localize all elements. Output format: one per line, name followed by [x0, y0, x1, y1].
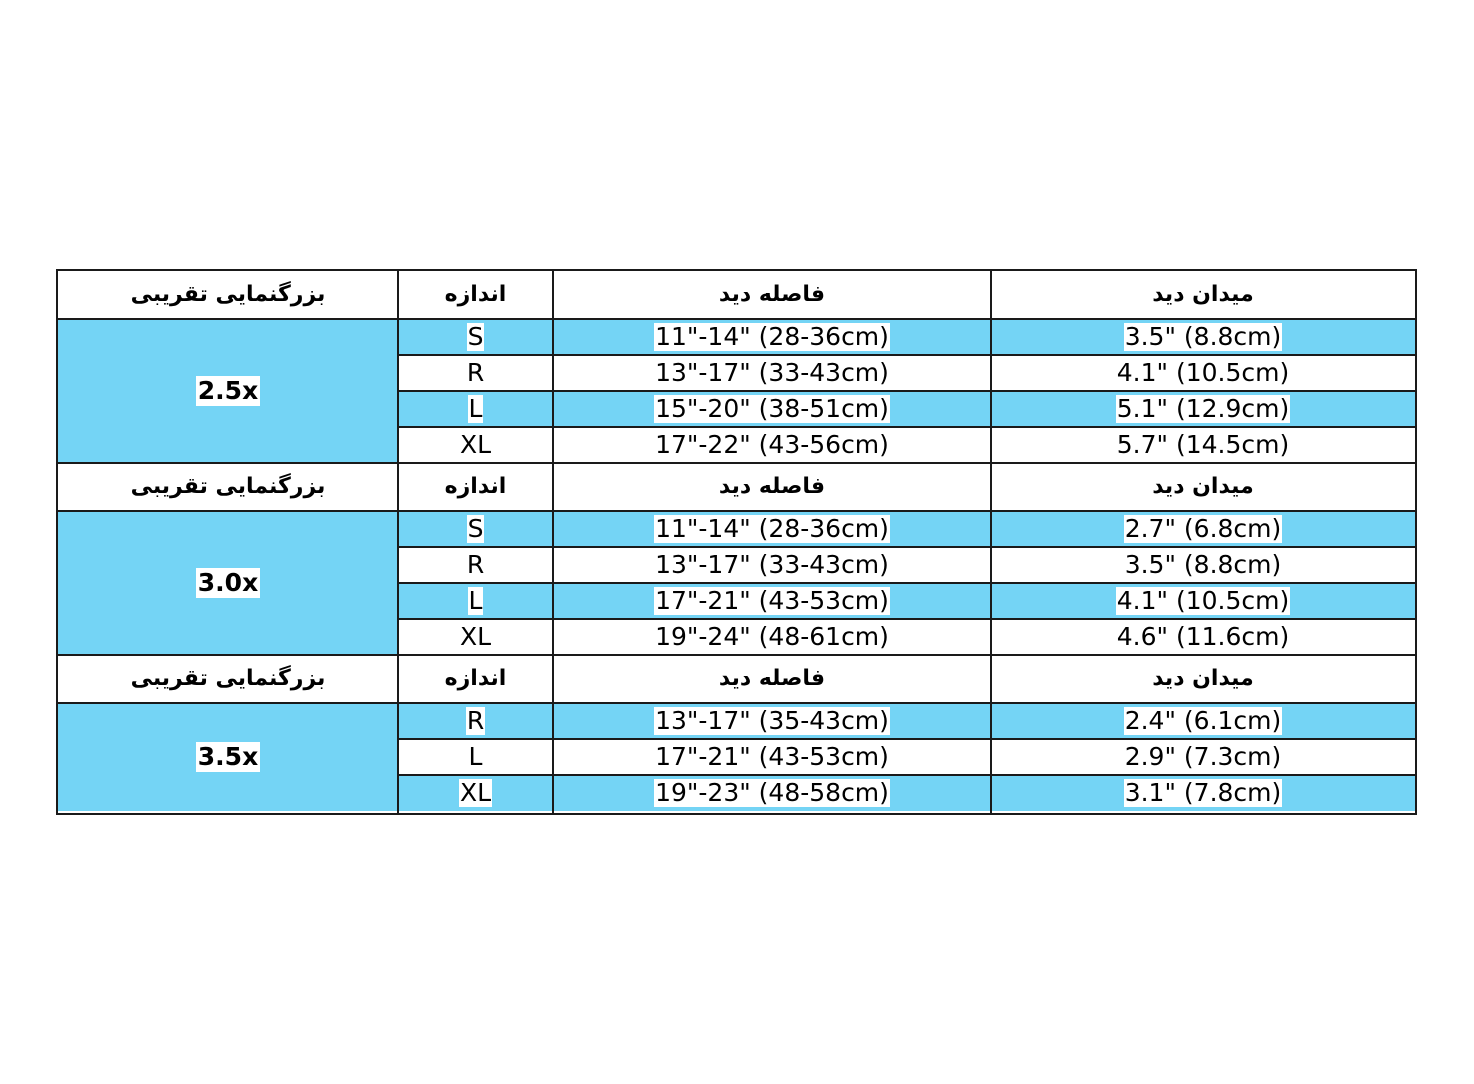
header-size-label: اندازه: [444, 473, 507, 499]
cell-size: [398, 511, 553, 547]
distance-value: 17"-21" (43-53cm): [655, 741, 889, 771]
distance-value: 17"-22" (43-56cm): [655, 429, 889, 459]
table-row: [398, 547, 1415, 583]
table-row: [398, 583, 1415, 619]
cell-field: [991, 391, 1415, 427]
cell-distance: [553, 547, 991, 583]
cell-field: [991, 547, 1415, 583]
header-cell-field: [991, 463, 1415, 511]
distance-value: 11"-14" (28-36cm): [655, 513, 889, 543]
cell-distance: [553, 739, 991, 775]
cell-field: [991, 775, 1415, 811]
row-divider: [398, 582, 1415, 584]
field-value: 3.5" (8.8cm): [1124, 321, 1282, 351]
field-value: 2.4" (6.1cm): [1124, 705, 1282, 735]
cell-size: [398, 583, 553, 619]
size-value: L: [468, 393, 483, 423]
size-chart-table: [56, 269, 1417, 815]
cell-field: [991, 355, 1415, 391]
header-row: [58, 463, 1415, 511]
row-divider: [398, 618, 1415, 620]
cell-field: [991, 739, 1415, 775]
distance-value: 15"-20" (38-51cm): [655, 393, 889, 423]
header-cell-size: [398, 463, 553, 511]
header-cell-field: [991, 655, 1415, 703]
header-distance-label: فاصله دید: [718, 665, 826, 691]
field-value: 2.7" (6.8cm): [1124, 513, 1282, 543]
table-row: [398, 703, 1415, 739]
header-field-label: میدان دید: [1152, 473, 1254, 499]
column-divider: [397, 271, 399, 813]
row-divider: [58, 654, 1415, 656]
header-cell-magnification: [58, 655, 398, 703]
magnification-value: 3.5x: [197, 742, 259, 771]
row-divider: [58, 510, 1415, 512]
magnification-cell: [58, 703, 398, 811]
header-row: [58, 655, 1415, 703]
field-value: 4.1" (10.5cm): [1116, 357, 1290, 387]
row-divider: [398, 390, 1415, 392]
size-value: R: [466, 549, 485, 579]
table-row: [398, 775, 1415, 811]
cell-distance: [553, 391, 991, 427]
row-divider: [58, 318, 1415, 320]
field-value: 3.5" (8.8cm): [1124, 549, 1282, 579]
table-row: [398, 391, 1415, 427]
cell-size: [398, 739, 553, 775]
row-divider: [398, 546, 1415, 548]
table-row: [398, 619, 1415, 655]
size-value: XL: [459, 621, 492, 651]
field-value: 2.9" (7.3cm): [1124, 741, 1282, 771]
size-value: R: [466, 357, 485, 387]
column-divider: [990, 271, 992, 813]
size-value: L: [468, 585, 483, 615]
header-cell-distance: [553, 271, 991, 319]
header-distance-label: فاصله دید: [718, 473, 826, 499]
size-value: S: [467, 321, 484, 351]
cell-distance: [553, 703, 991, 739]
header-magnification-label: بزرگنمایی تقریبی: [130, 281, 326, 307]
cell-distance: [553, 511, 991, 547]
cell-field: [991, 319, 1415, 355]
cell-distance: [553, 355, 991, 391]
size-value: S: [467, 513, 484, 543]
cell-distance: [553, 619, 991, 655]
distance-value: 13"-17" (33-43cm): [655, 549, 889, 579]
distance-value: 11"-14" (28-36cm): [655, 321, 889, 351]
header-size-label: اندازه: [444, 281, 507, 307]
header-cell-size: [398, 655, 553, 703]
distance-value: 17"-21" (43-53cm): [655, 585, 889, 615]
header-cell-distance: [553, 655, 991, 703]
column-divider: [552, 271, 554, 813]
cell-size: [398, 775, 553, 811]
distance-value: 19"-24" (48-61cm): [655, 621, 889, 651]
table-row: [398, 427, 1415, 463]
distance-value: 13"-17" (33-43cm): [655, 357, 889, 387]
cell-distance: [553, 319, 991, 355]
header-cell-size: [398, 271, 553, 319]
cell-distance: [553, 775, 991, 811]
magnification-cell: [58, 511, 398, 655]
cell-size: [398, 355, 553, 391]
table-row: [398, 355, 1415, 391]
cell-field: [991, 427, 1415, 463]
magnification-value: 3.0x: [197, 568, 259, 597]
header-row: [58, 271, 1415, 319]
field-value: 4.1" (10.5cm): [1116, 585, 1290, 615]
field-value: 5.7" (14.5cm): [1116, 429, 1290, 459]
magnification-value: 2.5x: [197, 376, 259, 405]
size-value: XL: [459, 777, 492, 807]
table-row: [398, 511, 1415, 547]
header-cell-distance: [553, 463, 991, 511]
row-divider: [398, 774, 1415, 776]
header-field-label: میدان دید: [1152, 665, 1254, 691]
cell-size: [398, 319, 553, 355]
cell-distance: [553, 427, 991, 463]
header-magnification-label: بزرگنمایی تقریبی: [130, 473, 326, 499]
header-distance-label: فاصله دید: [718, 281, 826, 307]
distance-value: 19"-23" (48-58cm): [655, 777, 889, 807]
row-divider: [58, 702, 1415, 704]
row-divider: [398, 738, 1415, 740]
cell-distance: [553, 583, 991, 619]
cell-size: [398, 547, 553, 583]
field-value: 3.1" (7.8cm): [1124, 777, 1282, 807]
cell-size: [398, 391, 553, 427]
header-cell-magnification: [58, 271, 398, 319]
header-field-label: میدان دید: [1152, 281, 1254, 307]
header-cell-magnification: [58, 463, 398, 511]
table-row: [398, 319, 1415, 355]
cell-field: [991, 511, 1415, 547]
cell-field: [991, 583, 1415, 619]
cell-size: [398, 427, 553, 463]
cell-size: [398, 703, 553, 739]
size-value: L: [468, 741, 483, 771]
field-value: 4.6" (11.6cm): [1116, 621, 1290, 651]
row-divider: [398, 426, 1415, 428]
cell-size: [398, 619, 553, 655]
size-value: XL: [459, 429, 492, 459]
table-row: [398, 739, 1415, 775]
row-divider: [58, 462, 1415, 464]
header-size-label: اندازه: [444, 665, 507, 691]
row-divider: [398, 354, 1415, 356]
cell-field: [991, 619, 1415, 655]
cell-field: [991, 703, 1415, 739]
distance-value: 13"-17" (35-43cm): [655, 705, 889, 735]
size-value: R: [466, 705, 485, 735]
field-value: 5.1" (12.9cm): [1116, 393, 1290, 423]
header-cell-field: [991, 271, 1415, 319]
magnification-cell: [58, 319, 398, 463]
header-magnification-label: بزرگنمایی تقریبی: [130, 665, 326, 691]
